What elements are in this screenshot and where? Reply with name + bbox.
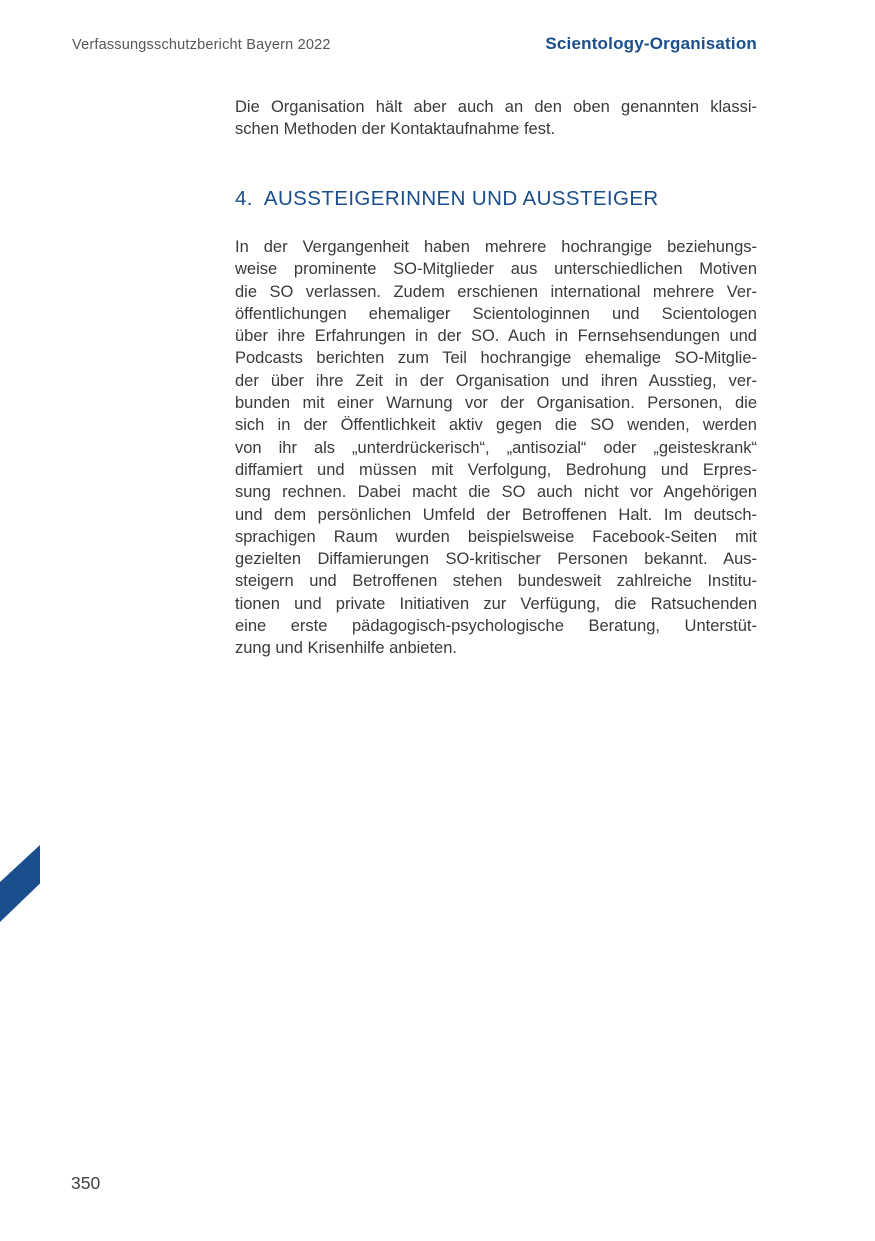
text-line: die SO verlassen. Zudem erschienen international mehrere Ver- <box>235 282 757 301</box>
text-line: bunden mit einer Warnung vor der Organisation. Personen, die <box>235 394 757 413</box>
text-line: über ihre Erfahrungen in der SO. Auch in Fernsehsendungen und <box>235 327 757 346</box>
text-line: zung und Krisenhilfe anbieten. <box>235 639 457 658</box>
text-line: gezielten Diffamierungen SO-kritischer Personen bekannt. Aus- <box>235 550 757 569</box>
text-line: der über ihre Zeit in der Organisation und ihren Ausstieg, ver- <box>235 371 757 390</box>
text-line: weise prominente SO-Mitglieder aus unterschiedlichen Motiven <box>235 260 757 279</box>
text-line: sprachigen Raum wurden beispielsweise Facebook-Seiten mit <box>235 527 757 546</box>
decorative-triangle <box>0 845 40 922</box>
text-line: öffentlichungen ehemaliger Scientologinnen und Scientologen <box>235 304 757 323</box>
text-line: von ihr als „unterdrückerisch“, „antisozial“ oder „geisteskrank“ <box>235 438 757 457</box>
text-line: In der Vergangenheit haben mehrere hochrangige beziehungs- <box>235 238 757 256</box>
text-line: Podcasts berichten zum Teil hochrangige ehemalige SO-Mitglie- <box>235 349 757 368</box>
running-header-left: Verfassungsschutzbericht Bayern 2022 <box>72 37 331 53</box>
text-line: Die Organisation hält aber auch an den oben genannten klassi- <box>235 98 757 116</box>
text-line: eine erste pädagogisch-psychologische Beratung, Unterstüt- <box>235 617 757 636</box>
text-line: sung rechnen. Dabei macht die SO auch nicht vor Angehörigen <box>235 483 757 502</box>
text-line: und dem persönlichen Umfeld der Betroffenen Halt. Im deutsch- <box>235 505 757 524</box>
section-heading <box>235 187 775 211</box>
text-line: steigern und Betroffenen stehen bundesweit zahlreiche Institu- <box>235 572 757 591</box>
section-title: AUSSTEIGERINNEN UND AUSSTEIGER <box>263 187 659 210</box>
text-line: sich in der Öffentlichkeit aktiv gegen die SO wenden, werden <box>235 416 757 435</box>
text-line: tionen und private Initiativen zur Verfügung, die Ratsuchenden <box>235 594 757 613</box>
running-header-right: Scientology-Organisation <box>545 34 757 53</box>
page-number: 350 <box>71 1173 101 1193</box>
body-paragraph <box>235 236 757 660</box>
text-line: schen Methoden der Kontaktaufnahme fest. <box>235 120 556 139</box>
section-number: 4. <box>235 187 253 210</box>
text-line: diffamiert und müssen mit Verfolgung, Bedrohung und Erpres- <box>235 460 757 479</box>
intro-paragraph <box>235 96 757 141</box>
